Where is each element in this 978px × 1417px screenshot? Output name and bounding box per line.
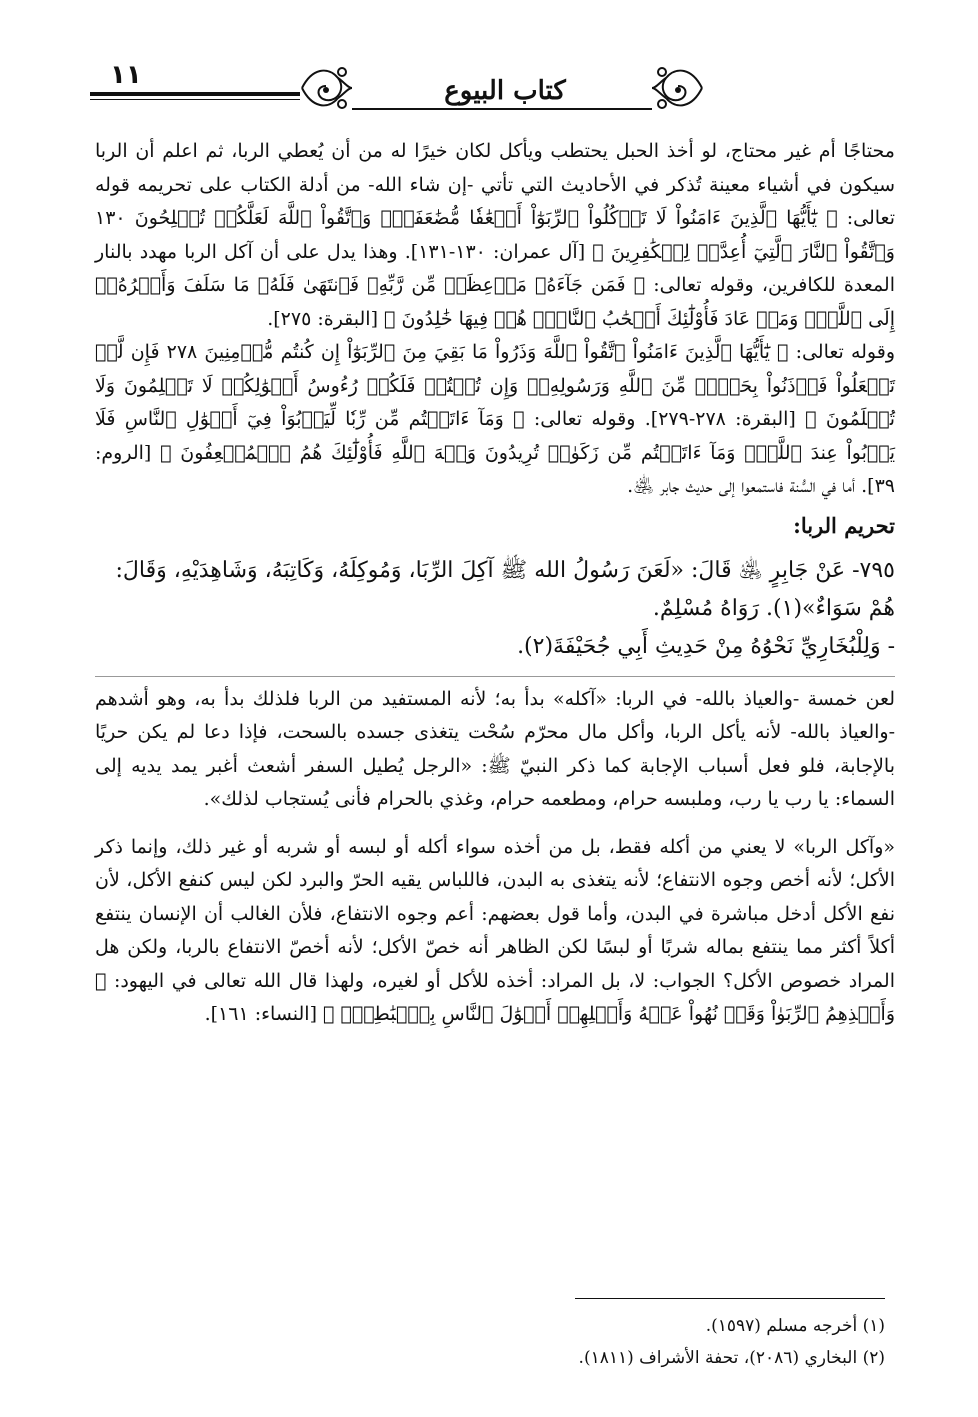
header-rule-thin [90, 99, 300, 100]
paragraph-quran-verses: وقوله تعالى: ﴿ يَٰٓأَيُّهَا ٱلَّذِينَ ءَامَنُواْ ٱتَّقُواْ ٱللَّهَ وَذَرُواْ مَا بَقِيَ مِنَ ٱلرِّبَوٰٓاْ إِن كُنتُم مُّؤۡمِنِينَ ٢٧٨ فَإِن لَّمۡ تَفۡعَلُواْ فَأۡذَنُواْ بِحَرۡبٖ مِّنَ ٱللَّهِ وَرَسُولِهِۦۖ وَإِن تُبۡتُمۡ فَلَكُمۡ رُءُوسُ أَمۡوَٰلِكُمۡ لَا تَظۡلِمُونَ وَلَا تُظۡلَمُونَ ﴾ [البقرة: ٢٧٨-٢٧٩]. وقوله تعالى: ﴿ وَمَآ ءَاتَيۡتُم مِّن رِّبٗا لِّيَرۡبُوَاْ فِيٓ أَمۡوَٰلِ ٱلنَّاسِ فَلَا يَرۡبُواْ عِندَ ٱللَّهِۖ وَمَآ ءَاتَيۡتُم مِّن زَكَوٰةٖ تُرِيدُونَ وَجۡهَ ٱللَّهِ فَأُوْلَٰٓئِكَ هُمُ ٱلۡمُضۡعِفُونَ ﴾ [الروم: ٣٩]. أما في السُّنة فاستمعوا إلى حديث جابر ﵁. [95, 341, 895, 497]
hadith-variant: - وَلِلْبُخَارِيِّ نَحْوُهُ مِنْ حَدِيثِ أَبِي جُحَيْفَةَ(٢). [517, 633, 895, 659]
page-number: ١١ [110, 60, 142, 90]
ornament-right-icon [650, 58, 706, 118]
hadith-block [95, 552, 895, 666]
title-underline [352, 108, 652, 110]
footnote-item: (١) أخرجه مسلم (١٥٩٧). [705, 1316, 885, 1336]
ornament-left-icon [298, 58, 354, 118]
section-heading: تحريم الربا: [793, 512, 895, 538]
paragraph-commentary-1: لعن خمسة -والعياذ بالله- في الربا: «آكله» بدأ به؛ لأنه المستفيد من الربا فلذلك بدأ به، وهو أشدهم -والعياذ بالله- لأنه يأكل الربا، وأكل مال محرّم سُحْت يتغذى جسده بالسحت، فإذا دعا لم يكن حريًا بالإجابة، فلو فعل أسباب الإجابة كما ذكر النبيّ ﷺ: «الرجل يُطيل السفر أشعث أغبر يمد يديه إلى السماء: يا رب يا رب، وملبسه حرام، ومطعمه حرام، وغذي بالحرام فأنى يُستجاب لذلك». [95, 687, 895, 810]
header-rule-thick [90, 92, 300, 96]
paragraph-commentary-2: «وآكل الربا» لا يعني من أكله فقط، بل من أخذه سواء أكله أو لبسه أو شربه أو غير ذلك، وإنما ذكر الأكل؛ لأنه أخص وجوه الانتفاع؛ لأنه يتغذى به البدن، فاللباس يقيه الحرّ والبرد لكن ليس كنفع الأكل، لأن نفع الأكل أدخل مباشرة في البدن، وأما قول بعضهم: أعم وجوه الانتفاع، فلأن الغالب أن الإنسان ينتفع أكلاً أكثر مما ينتفع بماله شربًا أو لبسًا لكن الظاهر أنه خصّ الأكل؛ لأنه أخصّ الانتفاع بالربا، ولكن هل المراد خصوص الأكل؟ الجواب: لا، بل المراد: أخذه للأكل أو لغيره، ولهذا قال الله تعالى في اليهود: ﴿ وَأَخۡذِهِمُ ٱلرِّبَوٰاْ وَقَدۡ نُهُواْ عَنۡهُ وَأَكۡلِهِمۡ أَمۡوَٰلَ ٱلنَّاسِ بِٱلۡبَٰطِلِۚ ﴾ [النساء: ١٦١]. [95, 835, 895, 1025]
hadith-text: ٧٩٥- عَنْ جَابِرٍ ﵁ قَالَ: «لَعَنَ رَسُولُ الله ﷺ آكِلَ الرِّبَا، وَمُوكِلَهُ، وَكَاتِبَهُ، وَشَاهِدَيْهِ، وَقَالَ: هُمْ سَوَاءٌ»(١). رَوَاهُ مُسْلِمٌ. [115, 557, 895, 621]
page-body [95, 135, 895, 1032]
chapter-title: كتاب البيوع [444, 76, 566, 106]
paragraph-quran-evidence: محتاجًا أم غير محتاج، لو أخذ الحبل يحتطب ويأكل لكان خيرًا له من أن يُعطي الربا، ثم اعلم أن الربا سيكون في أشياء معينة تُذكر في الأحاديث التي تأتي -إن شاء الله- من أدلة الكتاب على تحريمه قوله تعالى: ﴿ يَٰٓأَيُّهَا ٱلَّذِينَ ءَامَنُواْ لَا تَأۡكُلُواْ ٱلرِّبَوٰٓاْ أَضۡعَٰفٗا مُّضَٰعَفَةٗۖ وَٱتَّقُواْ ٱللَّهَ لَعَلَّكُمۡ تُفۡلِحُونَ ١٣٠ وَٱتَّقُواْ ٱلنَّارَ ٱلَّتِيٓ أُعِدَّتۡ لِلۡكَٰفِرِينَ ﴾ [آل عمران: ١٣٠-١٣١]. وهذا يدل على أن آكل الربا مهدد بالنار المعدة للكافرين، وقوله تعالى: ﴿ فَمَن جَآءَهُۥ مَوۡعِظَةٞ مِّن رَّبِّهِۦ فَٱنتَهَىٰ فَلَهُۥ مَا سَلَفَ وَأَمۡرُهُۥٓ إِلَى ٱللَّهِۖ وَمَنۡ عَادَ فَأُوْلَٰٓئِكَ أَصۡحَٰبُ ٱلنَّارِۖ هُمۡ فِيهَا خَٰلِدُونَ ﴾ [البقرة: ٢٧٥]. [95, 140, 895, 330]
footnote-rule [575, 1298, 885, 1299]
hadith-separator [95, 676, 895, 677]
page-header [90, 58, 890, 120]
footnotes [95, 1310, 885, 1374]
footnote-item: (٢) البخاري (٢٠٨٦)، تحفة الأشراف (١٨١١). [578, 1348, 885, 1368]
